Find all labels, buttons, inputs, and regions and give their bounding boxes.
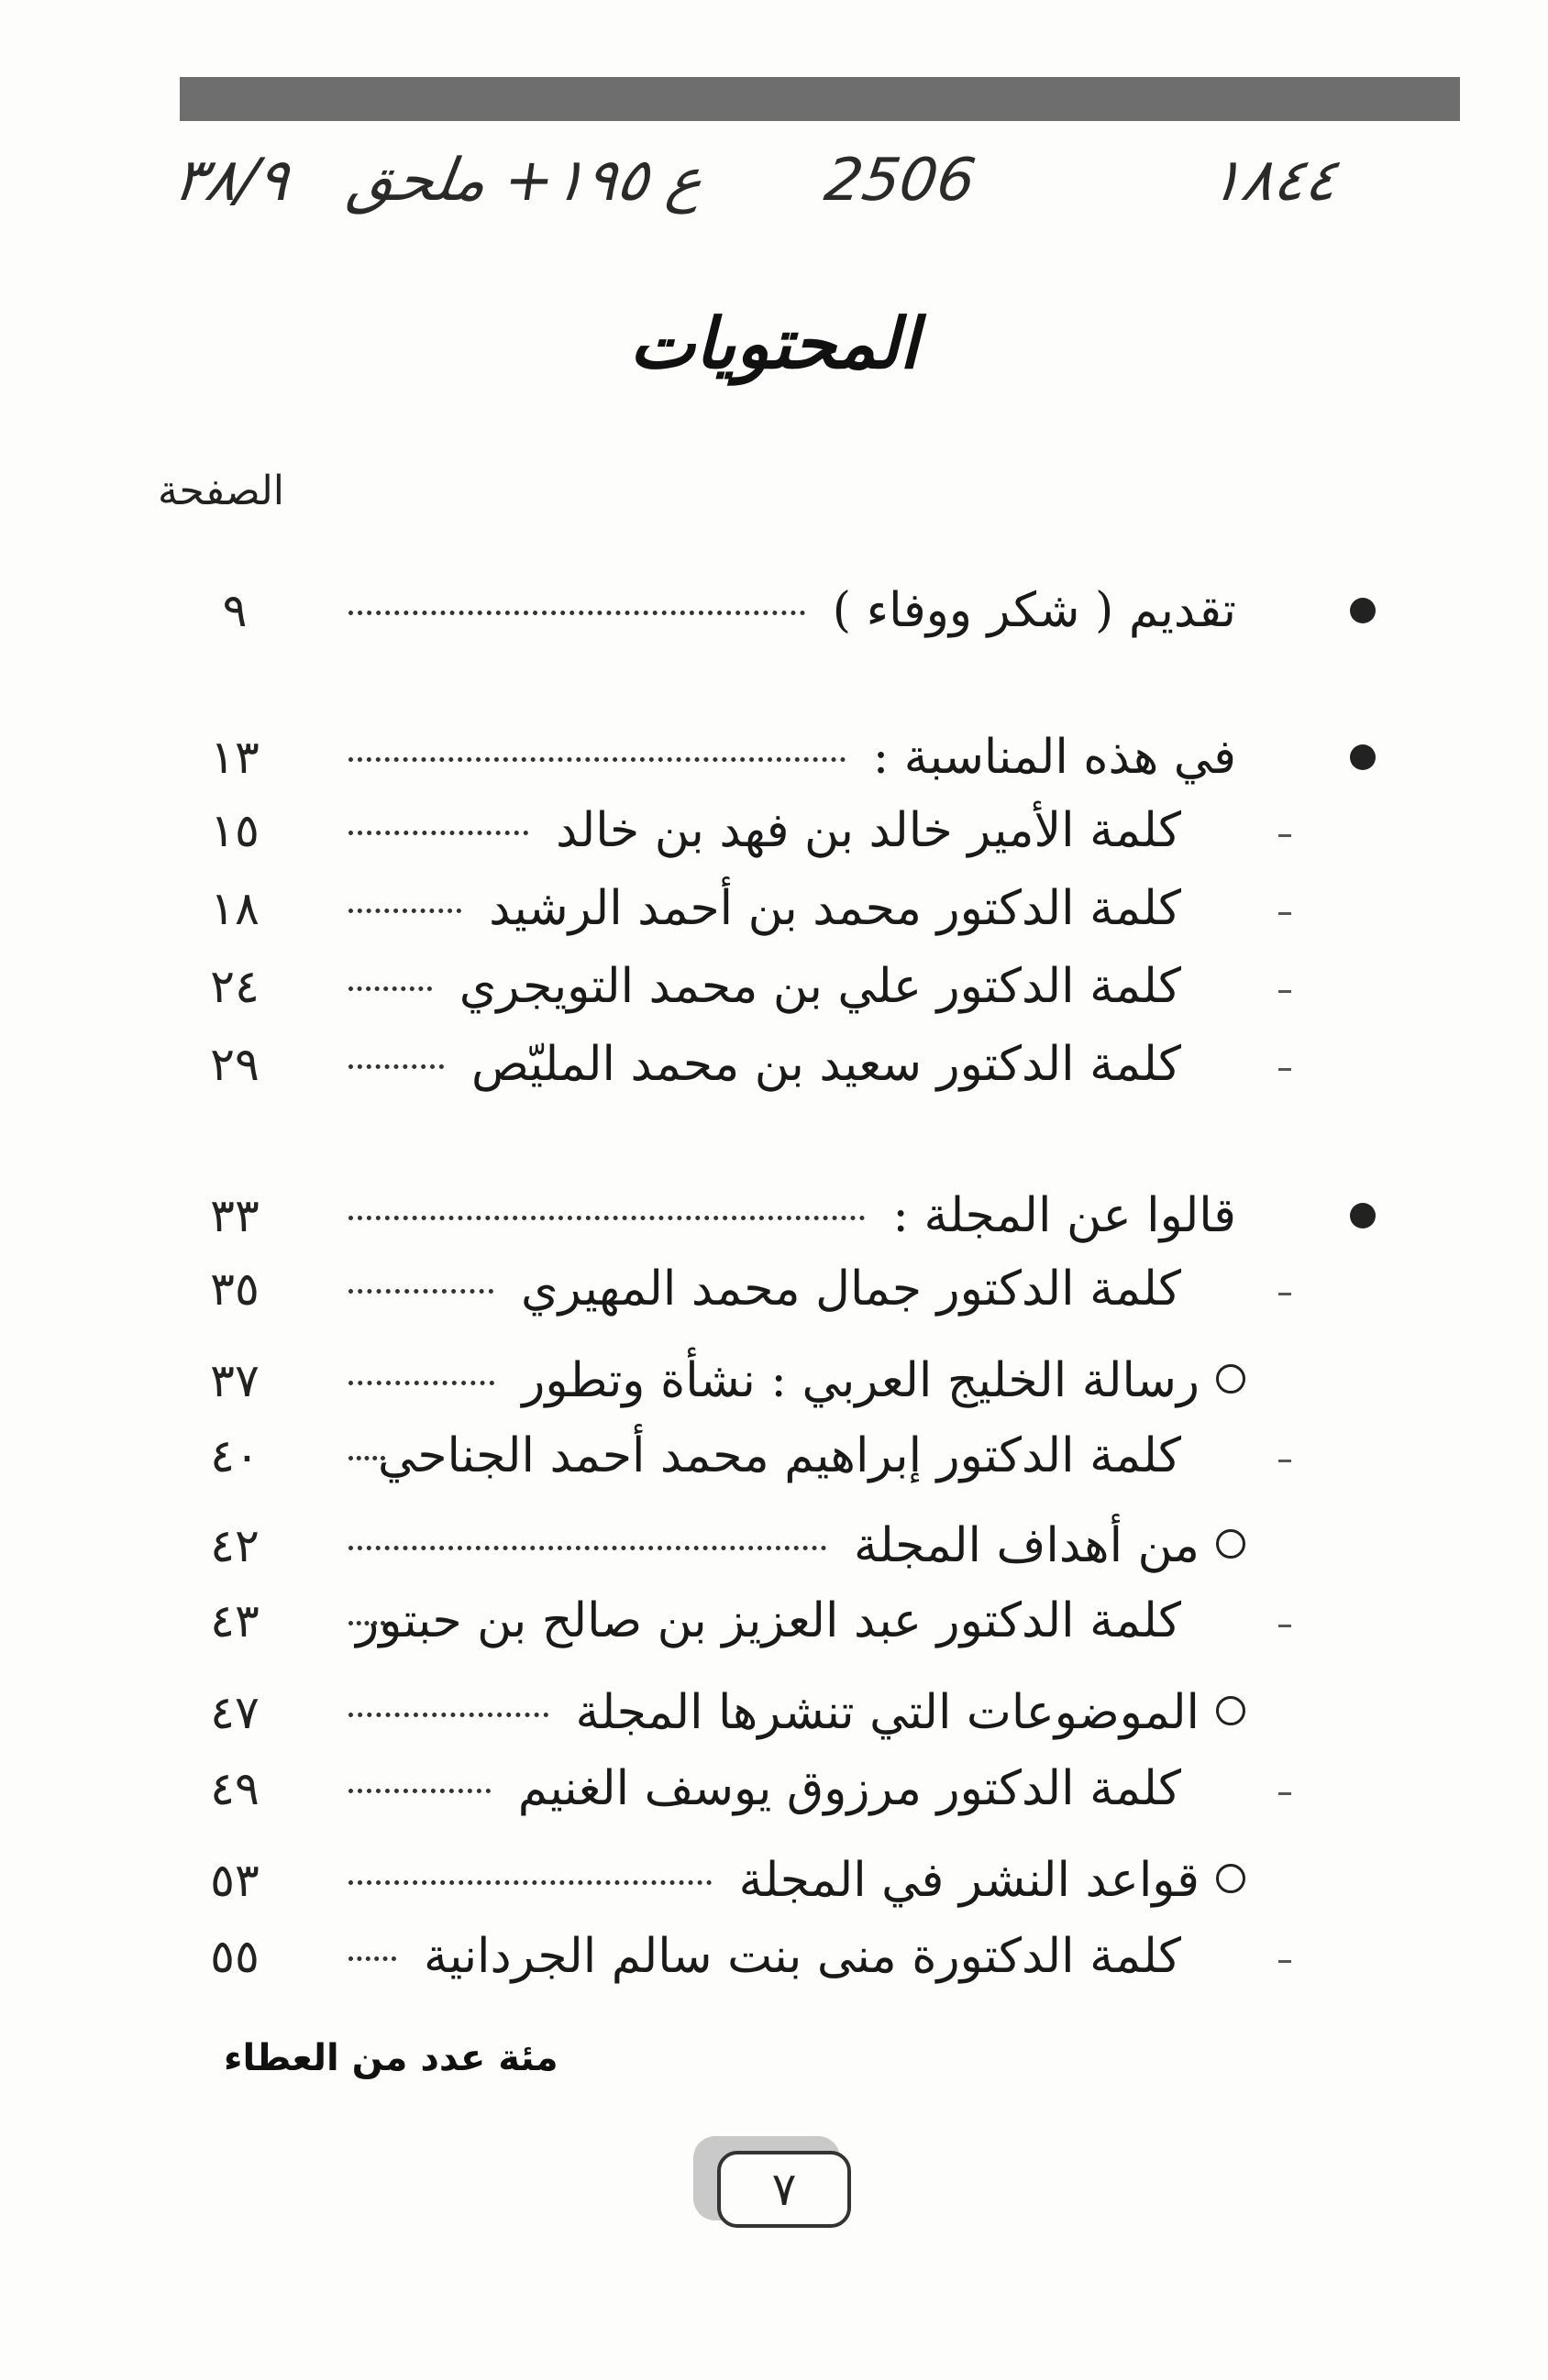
dot-leader [348,986,432,991]
dot-leader [348,1381,494,1385]
toc-entry [0,1847,1548,1921]
circle-marker [1216,1864,1245,1893]
toc-entry-label: كلمة الأمير خالد بن فهد بن خالد [556,803,1181,858]
dot-leader [348,1216,865,1220]
toc-entry [0,1256,1548,1329]
handwritten-note: ع ١٩٥+ ملحق [343,147,707,215]
handwritten-call-number: ٣٨/٩ [169,147,293,215]
handwritten-accession: ١٨٤٤ [1205,147,1342,215]
dot-leader [348,1064,444,1069]
toc-entry-page: ٤٧ [210,1686,260,1739]
toc-entry-page: ٢٤ [210,960,260,1013]
toc-entry-label: كلمة الدكتور جمال محمد المهيري [520,1262,1181,1317]
circle-marker [1216,1364,1245,1394]
top-bar [180,77,1460,121]
toc-entry-page: ٥٣ [210,1854,260,1907]
toc-entry-page: ٣٧ [210,1354,260,1407]
toc-entry-label: قواعد النشر في المجلة [738,1853,1200,1908]
toc-entry-page: ١٣ [210,731,260,784]
toc-entry [0,1031,1548,1105]
bullet-marker [1350,598,1376,623]
toc-entry-page: ٤٠ [210,1429,260,1482]
circle-marker [1216,1696,1245,1725]
dash-marker [1278,912,1291,915]
dash-marker [1278,1625,1291,1627]
toc-entry-label: كلمة الدكتور سعيد بن محمد المليّص [470,1037,1181,1092]
dot-leader [348,1456,385,1460]
toc-entry [0,1423,1548,1496]
dot-leader [348,757,846,762]
toc-entry [0,876,1548,949]
dash-marker [1278,1460,1291,1462]
toc-entry-page: ٣٣ [210,1189,260,1242]
toc-entry-label: كلمة الدكتور مرزوق يوسف الغنيم [517,1761,1181,1816]
toc-entry [0,724,1548,798]
toc-entry-page: ١٨ [210,882,260,935]
toc-entry-page: ٣٥ [210,1262,260,1316]
toc-entry-page: ٥٥ [210,1930,260,1983]
bullet-marker [1350,744,1376,770]
toc-entry [0,1756,1548,1829]
toc-entry-label: في هذه المناسبة : [872,730,1236,785]
dot-leader [348,1956,396,1961]
page-title: المحتويات [629,303,919,384]
dash-marker [1278,1960,1291,1963]
toc-entry-label: رسالة الخليج العربي : نشأة وتطور [522,1353,1200,1408]
dash-marker [1278,1792,1291,1795]
dash-marker [1278,990,1291,993]
dot-leader [348,1713,548,1717]
toc-entry [0,1680,1548,1753]
toc-entry-label: كلمة الدكتور علي بن محمد التويجري [459,959,1181,1014]
toc-entry-page: ٩ [222,584,248,637]
toc-entry-page: ٤٩ [210,1762,260,1815]
dash-marker [1278,1068,1291,1071]
toc-entry [0,1183,1548,1256]
toc-entry-page: ٤٢ [210,1519,260,1572]
toc-entry-label: كلمة الدكتور محمد بن أحمد الرشيد [489,881,1181,936]
dot-leader [348,1621,385,1625]
circle-marker [1216,1529,1245,1559]
dot-leader [348,831,528,835]
toc-entry [0,798,1548,871]
toc-entry [0,1348,1548,1421]
bullet-marker [1350,1203,1376,1229]
dash-marker [1278,1293,1291,1295]
toc-entry [0,1588,1548,1661]
page-number: ٧ [717,2151,851,2228]
toc-entry [0,1513,1548,1586]
footer-text: مئة عدد من العطاء [224,2037,558,2079]
dot-leader [348,611,805,615]
dash-marker [1278,834,1291,837]
page-column-header: الصفحة [157,468,284,514]
toc-entry-label: كلمة الدكتور إبراهيم محمد أحمد الجناحي [378,1428,1181,1483]
dot-leader [348,1546,826,1550]
toc-entry-page: ٢٩ [210,1038,260,1091]
handwritten-number: 2506 [820,147,980,215]
toc-entry [0,578,1548,651]
toc-entry-label: الموضوعات التي تنشرها المجلة [575,1685,1200,1740]
toc-entry [0,953,1548,1027]
dot-leader [348,1789,491,1793]
toc-entry-page: ٤٣ [210,1594,260,1647]
dot-leader [348,1880,712,1885]
toc-entry-page: ١٥ [210,804,260,857]
toc-entry-label: كلمة الدكتور عبد العزيز بن صالح بن حبتور [356,1593,1181,1648]
dot-leader [348,1289,493,1294]
toc-entry-label: من أهداف المجلة [853,1518,1200,1573]
toc-entry-label: قالوا عن المجلة : [892,1188,1236,1243]
dot-leader [348,909,461,913]
toc-entry [0,1923,1548,1997]
toc-entry-label: تقديم ( شكر ووفاء ) [832,583,1236,638]
toc-entry-label: كلمة الدكتورة منى بنت سالم الجردانية [424,1929,1181,1984]
